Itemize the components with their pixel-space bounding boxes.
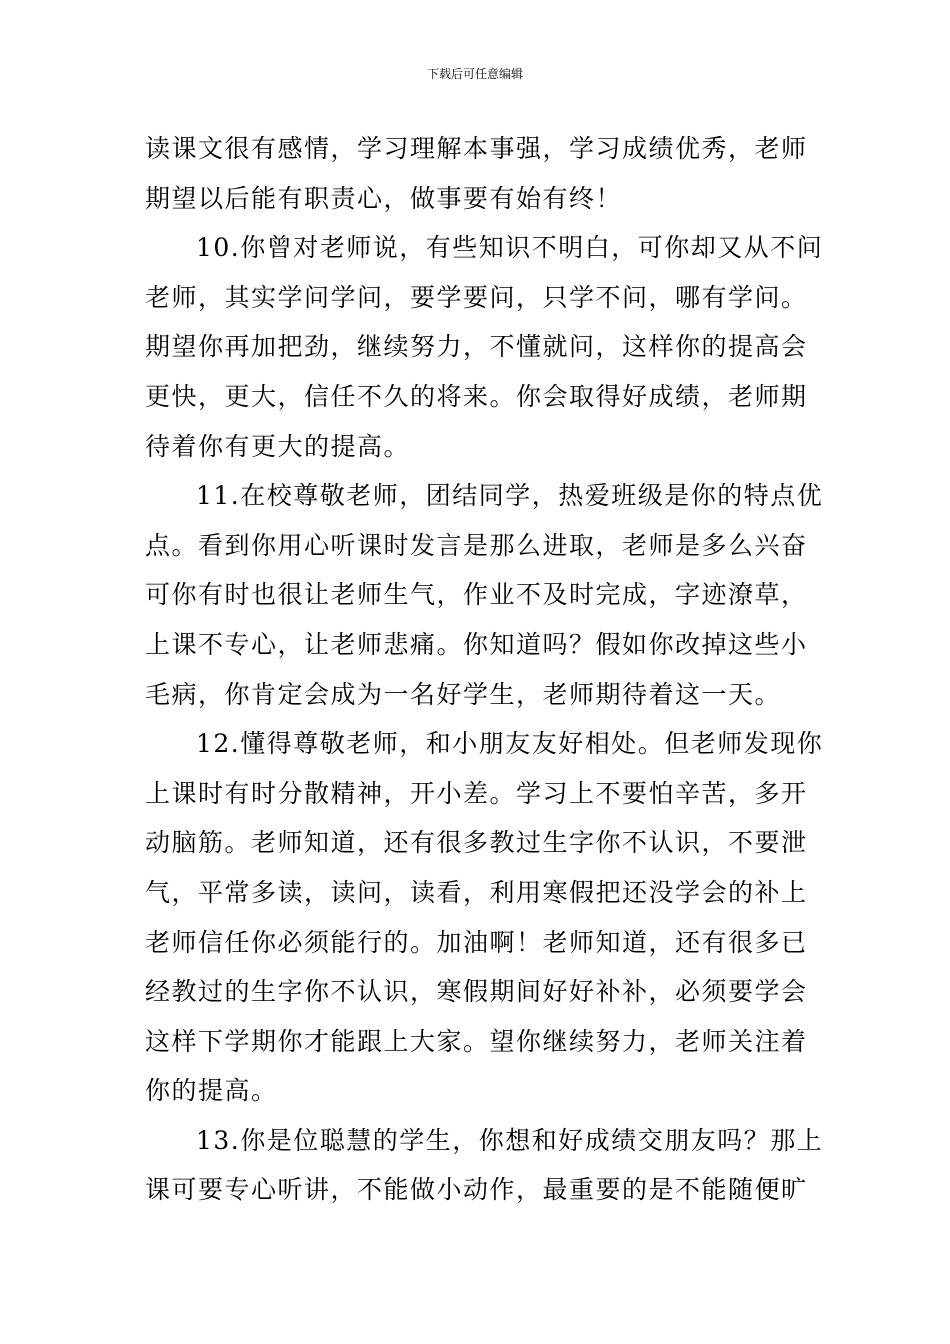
text-line: 更快，更大，信任不久的将来。你会取得好成绩，老师期 (145, 381, 808, 411)
text-line: 上课时有时分散精神，开小差。学习上不要怕辛苦，多开 (145, 778, 808, 808)
text-line: 点。看到你用心听课时发言是那么进取，老师是多么兴奋 (145, 530, 808, 560)
text-line: 气，平常多读，读问，读看，利用寒假把还没学会的补上 (145, 877, 808, 907)
text-line: 课可要专心听讲，不能做小动作，最重要的是不能随便旷 (145, 1175, 808, 1205)
text-line: 老师，其实学问学问，要学要问，只学不问，哪有学问。 (145, 282, 808, 312)
text-line: 12.懂得尊敬老师，和小朋友友好相处。但老师发现你 (196, 729, 824, 759)
text-line: 上课不专心，让老师悲痛。你知道吗？假如你改掉这些小 (145, 629, 808, 659)
text-line: 你的提高。 (145, 1076, 278, 1106)
text-line: 老师信任你必须能行的。加油啊！老师知道，还有很多已 (145, 927, 808, 957)
text-line: 期望你再加把劲，继续努力，不懂就问，这样你的提高会 (145, 332, 808, 362)
text-line: 毛病，你肯定会成为一名好学生，老师期待着这一天。 (145, 679, 782, 709)
text-line: 待着你有更大的提高。 (145, 431, 411, 461)
page-header-note: 下载后可任意编辑 (426, 67, 523, 81)
document-body (145, 124, 824, 1215)
text-line: 经教过的生字你不认识，寒假期间好好补补，必须要学会 (145, 977, 808, 1007)
text-line: 这样下学期你才能跟上大家。望你继续努力，老师关注着 (145, 1026, 808, 1056)
text-line: 动脑筋。老师知道，还有很多教过生字你不认识，不要泄 (145, 828, 808, 858)
text-line: 读课文很有感情，学习理解本事强，学习成绩优秀，老师 (145, 134, 808, 163)
text-line: 期望以后能有职责心，做事要有始有终！ (145, 183, 623, 213)
text-line: 11.在校尊敬老师，团结同学，热爱班级是你的特点优 (196, 481, 824, 511)
text-line: 13.你是位聪慧的学生，你想和好成绩交朋友吗？那上 (196, 1125, 824, 1155)
text-line: 10.你曾对老师说，有些知识不明白，可你却又从不问 (196, 233, 824, 263)
text-line: 可你有时也很让老师生气，作业不及时完成，字迹潦草， (145, 580, 808, 610)
